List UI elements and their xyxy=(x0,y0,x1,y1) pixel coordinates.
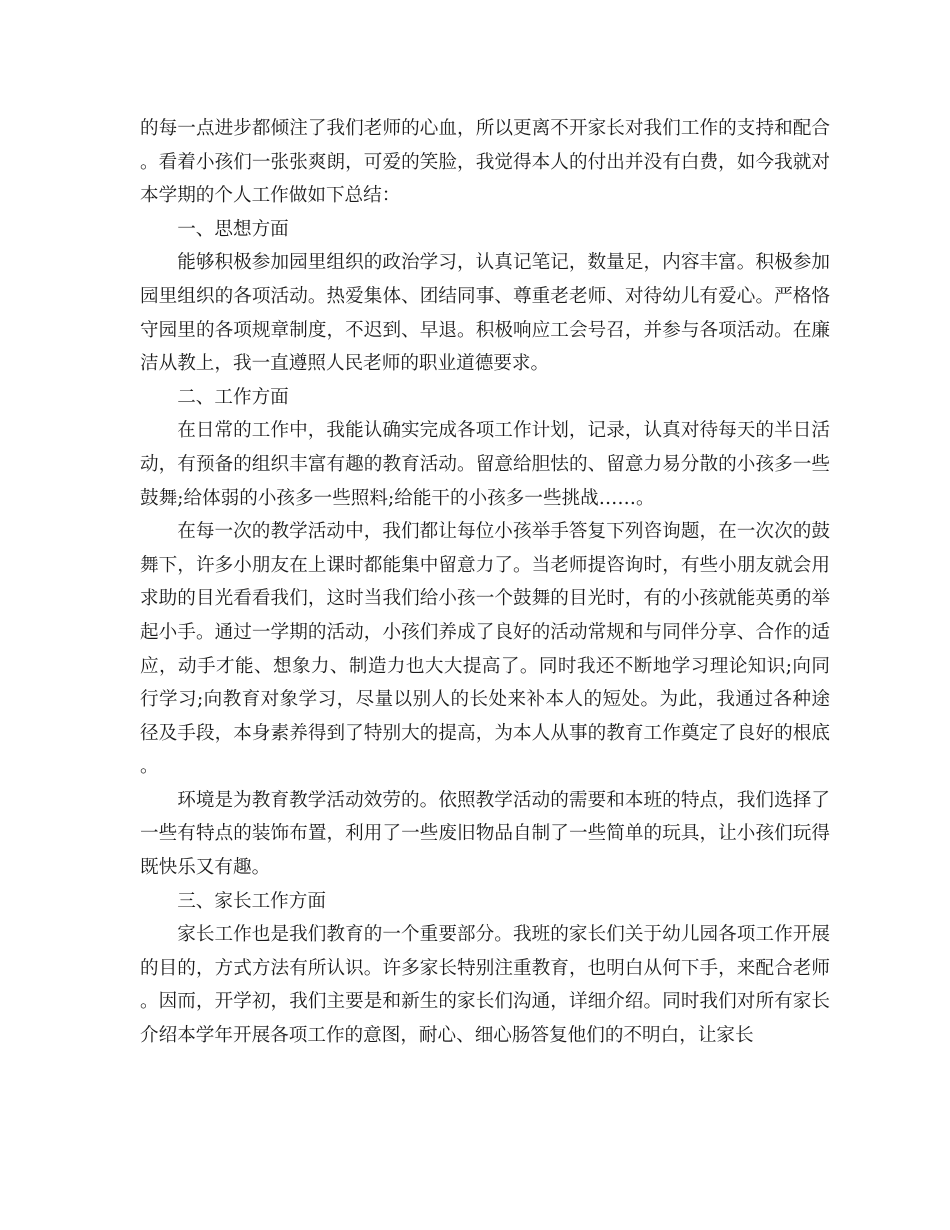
thought-paragraph: 能够积极参加园里组织的政治学习，认真记笔记，数量足，内容丰富。积极参加园里组织的各项活动。热爱集体、团结同事、尊重老老师、对待幼儿有爱心。严格恪守园里的各项规章制度，不迟到、早退。积极响应工会号召，并参与各项活动。在廉洁从教上，我一直遵照人民老师的职业道德要求。 xyxy=(140,252,830,375)
work-paragraph-2: 在每一次的教学活动中，我们都让每位小孩举手答复下列咨询题，在一次次的鼓舞下，许多小朋友在上课时都能集中留意力了。当老师提咨询时，有些小朋友就会用求助的目光看看我们，这时当我们给小孩一个鼓舞的目光时，有的小孩就能英勇的举起小手。通过一学期的活动，小孩们养成了良好的活动常规和与同伴分享、合作的适应，动手才能、想象力、制造力也大大提高了。同时我还不断地学习理论知识;向同行学习;向教育对象学习，尽量以别人的长处来补本人的短处。为此，我通过各种途径及手段，本身素养得到了特别大的提高，为本人从事的教育工作奠定了良好的根底。 xyxy=(140,521,830,778)
section-heading-thought: 一、思想方面 xyxy=(177,218,289,240)
document-page xyxy=(140,112,830,1053)
work-paragraph-1: 在日常的工作中，我能认确实完成各项工作计划，记录，认真对待每天的半日活动，有预备的组织丰富有趣的教育活动。留意给胆怯的、留意力易分散的小孩多一些鼓舞;给体弱的小孩多一些照料;给能干的小孩多一些挑战……。 xyxy=(140,420,830,509)
parents-paragraph: 家长工作也是我们教育的一个重要部分。我班的家长们关于幼儿园各项工作开展的目的，方式方法有所认识。许多家长特别注重教育，也明白从何下手，来配合老师。因而，开学初，我们主要是和新生的家长们沟通，详细介绍。同时我们对所有家长介绍本学年开展各项工作的意图，耐心、细心肠答复他们的不明白，让家长 xyxy=(140,924,830,1047)
section-heading-parents: 三、家长工作方面 xyxy=(177,890,326,912)
section-heading-work: 二、工作方面 xyxy=(177,386,289,408)
intro-paragraph: 的每一点进步都倾注了我们老师的心血，所以更离不开家长对我们工作的支持和配合。看着小孩们一张张爽朗，可爱的笑脸，我觉得本人的付出并没有白费，如今我就对本学期的个人工作做如下总结： xyxy=(140,118,830,207)
work-paragraph-3: 环境是为教育教学活动效劳的。依照教学活动的需要和本班的特点，我们选择了一些有特点的装饰布置，利用了一些废旧物品自制了一些简单的玩具，让小孩们玩得既快乐又有趣。 xyxy=(140,789,830,879)
